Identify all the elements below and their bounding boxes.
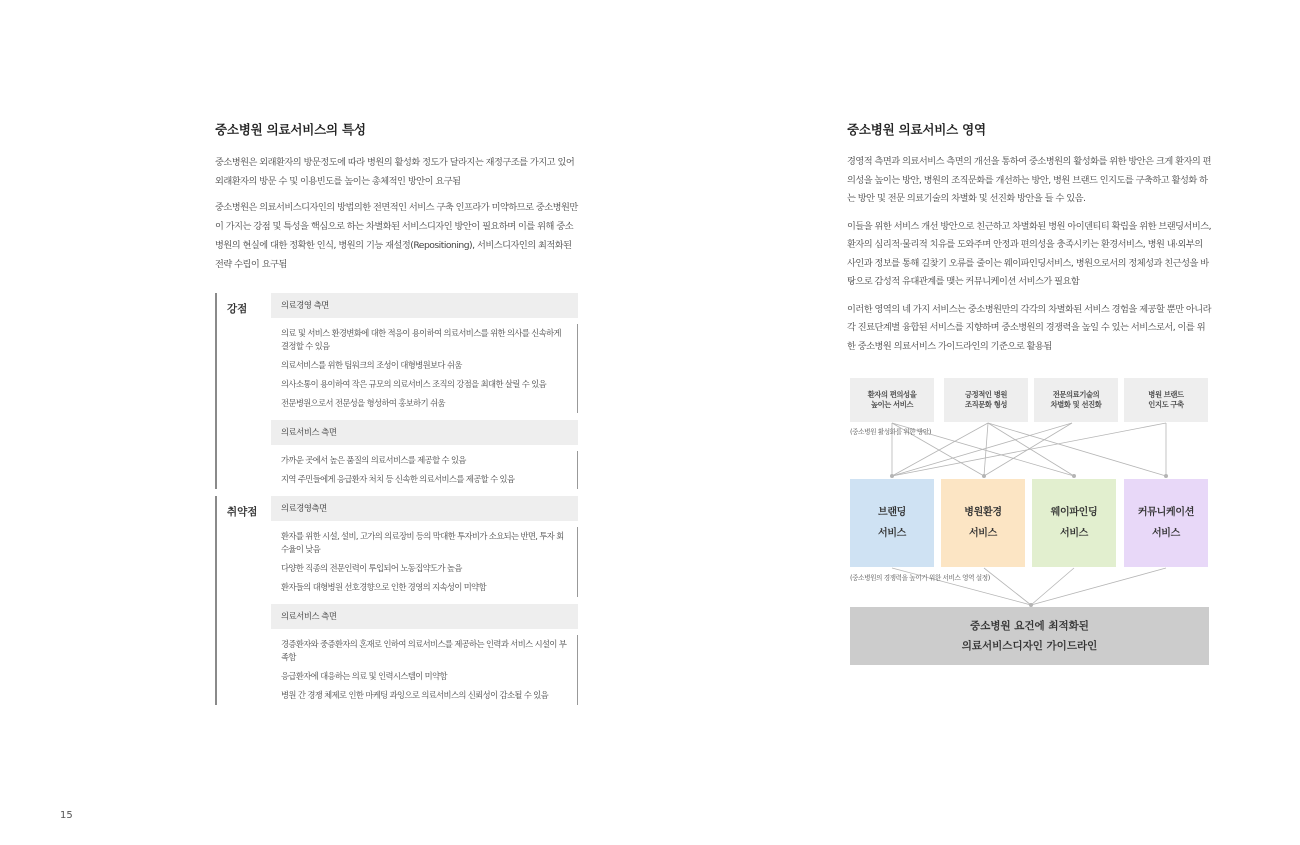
section-title: 중소병원 의료서비스 영역 [847, 122, 986, 137]
section-title: 중소병원 의료서비스의 특성 [215, 122, 366, 137]
list-item: 가까운 곳에서 높은 품질의 의료서비스를 제공할 수 있음 [281, 455, 466, 465]
goal-label: 환자의 편의성을 높이는 서비스 [867, 390, 917, 409]
list-item: 응급환자에 대응하는 의료 및 인력시스템이 미약함 [281, 671, 447, 681]
list-item: 병원 간 경쟁 체제로 인한 마케팅 과잉으로 의료서비스의 신뢰성이 감소될 수 있음 [281, 690, 549, 700]
list-item: 경증환자와 중증환자의 혼재로 인하여 의료서비스를 제공하는 인력과 서비스 시설이 부족함 [281, 639, 567, 662]
category-items [271, 324, 578, 413]
list-item: 환자들의 대형병원 선호경향으로 인한 경영의 지속성이 미약함 [281, 582, 487, 592]
list-item: 의료서비스를 위한 팀워크의 조성이 대형병원보다 쉬움 [281, 360, 462, 370]
weaknesses-label: 취약점 [227, 506, 258, 518]
category-items [271, 451, 578, 489]
goal-label: 긍정적인 병원 조직문화 형성 [964, 390, 1008, 409]
goal-box [1034, 378, 1118, 422]
service-area-diagram [848, 378, 1210, 668]
goal-label: 전문의료기술의 차별화 및 선진화 [1050, 390, 1102, 409]
list-item: 다양한 직종의 전문인력이 투입되어 노동집약도가 높음 [281, 563, 462, 573]
category-title: 의료서비스 측면 [271, 420, 578, 445]
category-items [271, 635, 578, 705]
service-box-branding: 브랜딩 서비스 [850, 479, 934, 567]
category-title: 의료경영 측면 [271, 293, 578, 318]
diagram-note: (중소병원의 경쟁력을 높이기 위한 서비스 영역 설정) [850, 574, 990, 582]
service-box-environment: 병원환경 서비스 [941, 479, 1025, 567]
page-number: 15 [60, 810, 73, 821]
list-item: 의료 및 서비스 환경변화에 대한 적응이 용이하여 의료서비스를 위한 의사를 신속하게 결정할 수 있음 [281, 328, 561, 351]
diagram-note: (중소병원 활성화를 위한 방안) [850, 428, 932, 436]
guideline-box: 중소병원 요건에 최적화된 의료서비스디자인 가이드라인 [850, 607, 1209, 665]
weaknesses-section [215, 496, 578, 705]
goal-label: 병원 브랜드 인지도 구축 [1148, 390, 1184, 409]
goal-box [944, 378, 1028, 422]
list-item: 지역 주민들에게 응급환자 처치 등 신속한 의료서비스를 제공할 수 있음 [281, 474, 515, 484]
strengths-label: 강점 [227, 303, 248, 315]
paragraph: 이들을 위한 서비스 개선 방안으로 친근하고 차별화된 병원 아이덴티티 확립을 위한 브랜딩서비스, 환자의 심리적·물리적 치유를 도와주며 안정과 편의성을 충족시키는 환경서비스, 병원 내·외부의 사인과 정보를 통해 길찾기 오류를 줄이는 웨이파인딩서비스, 병원으로서의 정체성과 친근성을 바탕으로 감성적 유대관계를 맺는 커뮤니케이션 서비스가 필요함 [847, 220, 1212, 287]
left-page-text [215, 120, 580, 281]
category-items [271, 527, 578, 597]
paragraph: 이러한 영역의 네 가지 서비스는 중소병원만의 각각의 차별화된 서비스 경험을 제공할 뿐만 아니라 각 진료단계별 융합된 서비스를 지향하며 중소병원의 경쟁력을 높일 수 있는 서비스로서, 이를 위한 중소병원 의료서비스 가이드라인의 기준으로 활용됨 [847, 303, 1212, 352]
service-box-wayfinding: 웨이파인딩 서비스 [1032, 479, 1116, 567]
service-box-communication: 커뮤니케이션 서비스 [1124, 479, 1208, 567]
goal-box [850, 378, 934, 422]
category [271, 496, 578, 597]
paragraph: 중소병원은 의료서비스디자인의 방법의한 전면적인 서비스 구축 인프라가 미약하므로 중소병원만이 가지는 강점 및 특성을 핵심으로 하는 차별화된 서비스디자인 방안이 필요하며 이를 위해 중소병원의 현실에 대한 정확한 인식, 병원의 기능 재설정(Repositioning), 서비스디자인의 최적화된 전략 수립이 요구됨 [215, 202, 578, 270]
strengths-weaknesses-table [215, 293, 578, 712]
category [271, 604, 578, 705]
category [271, 420, 578, 489]
paragraph: 경영적 측면과 의료서비스 측면의 개선을 통하여 중소병원의 활성화를 위한 방안은 크게 환자의 편의성을 높이는 방안, 병원의 조직문화를 개선하는 방안, 병원 브랜드 인지도를 구축하고 활성화 하는 방안 및 전문 의료기술의 차별화 및 선진화 방안을 들 수 있음. [847, 156, 1212, 204]
right-page-text [847, 120, 1212, 365]
strengths-section [215, 293, 578, 489]
paragraph: 중소병원은 외래환자의 방문정도에 따라 병원의 활성화 정도가 달라지는 재정구조를 가지고 있어 외래환자의 방문 수 및 이용빈도를 높이는 총체적인 방안이 요구됨 [215, 157, 575, 187]
goal-box [1124, 378, 1208, 422]
list-item: 의사소통이 용이하여 작은 규모의 의료서비스 조직의 강점을 최대한 살릴 수 있음 [281, 379, 547, 389]
list-item: 환자를 위한 시설, 설비, 고가의 의료장비 등의 막대한 투자비가 소요되는 반면, 투자 회수율이 낮음 [281, 531, 564, 554]
list-item: 전문병원으로서 전문성을 형성하여 홍보하기 쉬움 [281, 398, 445, 408]
category-title: 의료서비스 측면 [271, 604, 578, 629]
category-title: 의료경영측면 [271, 496, 578, 521]
category [271, 293, 578, 413]
